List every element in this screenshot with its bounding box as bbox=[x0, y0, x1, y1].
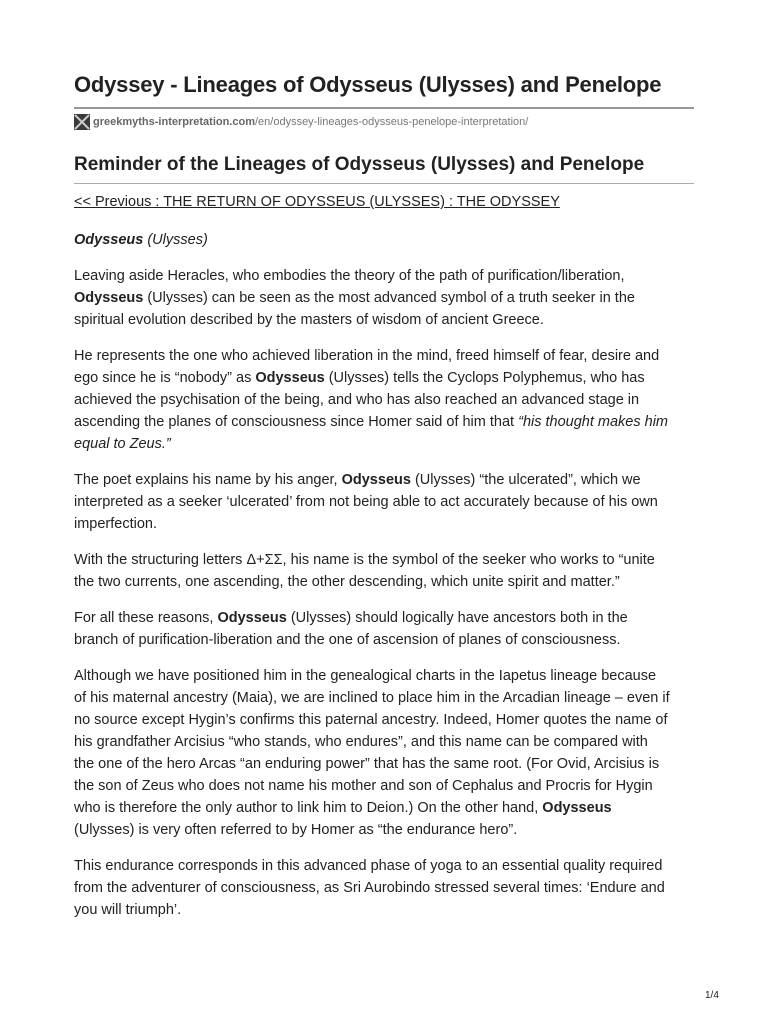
text-span: achieved the psychisation of the being, and who has also reached an advanced stage in bbox=[74, 392, 640, 408]
italic-text: equal to Zeus.” bbox=[74, 436, 171, 452]
italic-text: “his thought makes him bbox=[518, 414, 669, 430]
text-span: With the structuring letters Δ+ΣΣ, his name is the symbol of the seeker who works to “unite bbox=[74, 552, 655, 568]
title-divider bbox=[74, 107, 694, 109]
subheading-rest: (Ulysses) bbox=[143, 232, 208, 248]
bold-text: Odysseus bbox=[341, 472, 411, 488]
text-line bbox=[74, 433, 694, 455]
text-line bbox=[74, 389, 694, 411]
text-line bbox=[74, 819, 694, 841]
text-span: no source except Hygin’s confirms this paternal ancestry. Indeed, Homer quotes the name of bbox=[74, 712, 668, 728]
text-line bbox=[74, 491, 694, 513]
paragraph bbox=[74, 665, 694, 841]
bold-text: Odysseus bbox=[217, 610, 287, 626]
text-line bbox=[74, 309, 694, 331]
text-span: (Ulysses) should logically have ancestors both in the bbox=[286, 610, 628, 626]
text-span: of his maternal ancestry (Maia), we are inclined to place him in the Arcadian lineage – even if bbox=[74, 690, 670, 706]
text-span: ascending the planes of consciousness since Homer said of him that bbox=[74, 414, 519, 430]
text-line bbox=[74, 287, 694, 309]
previous-link[interactable]: << Previous : THE RETURN OF ODYSSEUS (ULYSSES) : THE ODYSSEY bbox=[74, 194, 560, 210]
text-span: (Ulysses) “the ulcerated”, which we bbox=[410, 472, 641, 488]
text-span: his grandfather Arcisius “who stands, who endures”, and this name can be compared with bbox=[74, 734, 648, 750]
text-line bbox=[74, 665, 694, 687]
text-line bbox=[74, 607, 694, 629]
text-span: spiritual evolution described by the masters of wisdom of ancient Greece. bbox=[74, 312, 544, 328]
section-heading: Reminder of the Lineages of Odysseus (Ulysses) and Penelope bbox=[74, 154, 645, 175]
paragraph bbox=[74, 855, 694, 921]
text-span: For all these reasons, bbox=[74, 610, 218, 626]
text-line bbox=[74, 899, 694, 921]
text-line bbox=[74, 265, 694, 287]
text-line bbox=[74, 797, 694, 819]
body-text bbox=[74, 265, 694, 935]
text-line bbox=[74, 687, 694, 709]
text-span: The poet explains his name by his anger, bbox=[74, 472, 342, 488]
text-line bbox=[74, 629, 694, 651]
text-span: (Ulysses) tells the Cyclops Polyphemus, who has bbox=[324, 370, 645, 386]
site-favicon-icon bbox=[74, 114, 90, 130]
subheading-bold: Odysseus bbox=[74, 232, 144, 248]
text-line bbox=[74, 775, 694, 797]
text-span: ego since he is “nobody” as bbox=[74, 370, 256, 386]
text-span: (Ulysses) is very often referred to by Homer as “the endurance hero”. bbox=[74, 822, 518, 838]
subheading bbox=[74, 230, 208, 250]
text-line bbox=[74, 549, 694, 571]
source-domain[interactable]: greekmyths-interpretation.com bbox=[93, 116, 255, 128]
paragraph bbox=[74, 265, 694, 331]
text-span: the son of Zeus who does not name his mother and son of Cephalus and Procris for Hygin bbox=[74, 778, 653, 794]
source-line bbox=[74, 114, 528, 130]
paragraph bbox=[74, 469, 694, 535]
text-line bbox=[74, 753, 694, 775]
text-span: the two currents, one ascending, the other descending, which unite spirit and matter.” bbox=[74, 574, 620, 590]
paragraph bbox=[74, 345, 694, 455]
text-line bbox=[74, 367, 694, 389]
text-span: branch of purification-liberation and the one of ascension of planes of consciousness. bbox=[74, 632, 621, 648]
text-span: you will triumph’. bbox=[74, 902, 182, 918]
text-span: Leaving aside Heracles, who embodies the theory of the path of purification/liberation, bbox=[74, 268, 625, 284]
text-span: the one of the hero Arcas “an enduring power” that has the same root. (For Ovid, Arcisius is bbox=[74, 756, 660, 772]
bold-text: Odysseus bbox=[255, 370, 325, 386]
text-line bbox=[74, 877, 694, 899]
text-line bbox=[74, 709, 694, 731]
source-path[interactable]: /en/odyssey-lineages-odysseus-penelope-interpretation/ bbox=[254, 116, 529, 128]
text-span: who is therefore the only author to link him to Deion.) On the other hand, bbox=[74, 800, 543, 816]
text-line bbox=[74, 345, 694, 367]
text-line bbox=[74, 411, 694, 433]
text-line bbox=[74, 571, 694, 593]
paragraph bbox=[74, 607, 694, 651]
text-span: imperfection. bbox=[74, 516, 158, 532]
text-span: Although we have positioned him in the genealogical charts in the Iapetus lineage because bbox=[74, 668, 657, 684]
page-title: Odyssey - Lineages of Odysseus (Ulysses) and Penelope bbox=[74, 72, 662, 97]
bold-text: Odysseus bbox=[542, 800, 612, 816]
paragraph bbox=[74, 549, 694, 593]
text-span: This endurance corresponds in this advanced phase of yoga to an essential quality required bbox=[74, 858, 663, 874]
text-span: interpreted as a seeker ‘ulcerated’ from not being able to act accurately because of his own bbox=[74, 494, 658, 510]
text-line bbox=[74, 513, 694, 535]
text-span: (Ulysses) can be seen as the most advanced symbol of a truth seeker in the bbox=[143, 290, 635, 306]
page-number: 1/4 bbox=[705, 990, 719, 1001]
text-line bbox=[74, 469, 694, 491]
bold-text: Odysseus bbox=[74, 290, 144, 306]
text-span: from the adventurer of consciousness, as Sri Aurobindo stressed several times: ‘Endure and bbox=[74, 880, 665, 896]
section-divider bbox=[74, 183, 694, 184]
text-span: He represents the one who achieved liberation in the mind, freed himself of fear, desire and bbox=[74, 348, 660, 364]
text-line bbox=[74, 855, 694, 877]
text-line bbox=[74, 731, 694, 753]
